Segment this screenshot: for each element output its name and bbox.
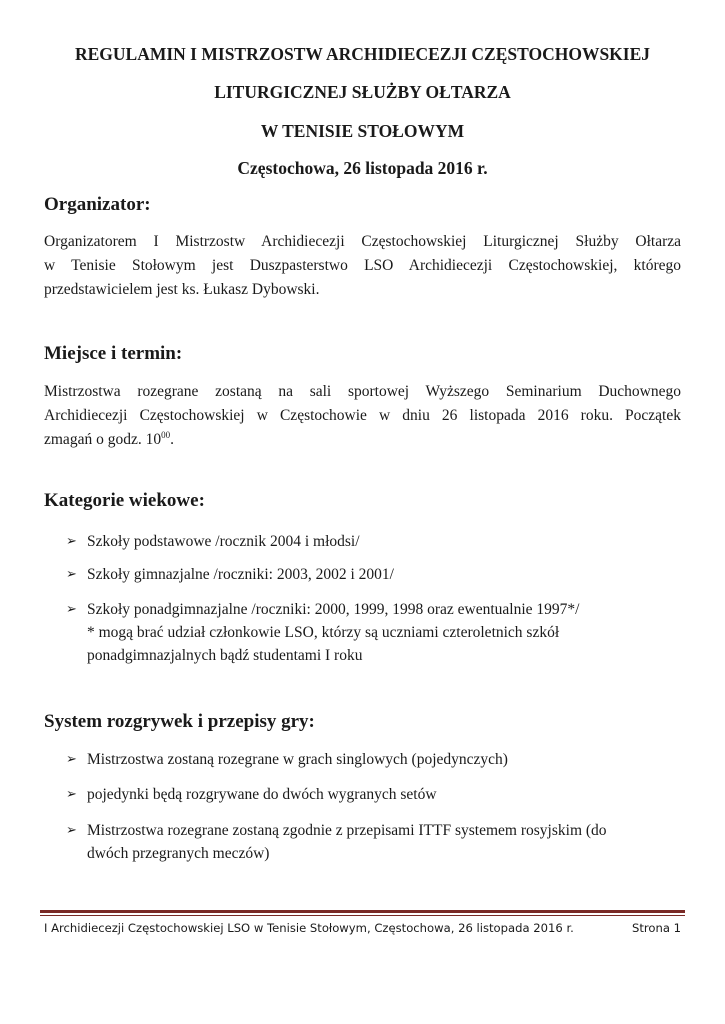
list-item-line: Szkoły gimnazjalne /roczniki: 2003, 2002 i 2001/ bbox=[87, 566, 394, 583]
organizer-line: Organizatorem I Mistrzostw Archidiecezji Częstochowskiej Liturgicznej Służby Ołtarza bbox=[44, 233, 681, 250]
list-item-note-line: ponadgimnazjalnych bądź studentami I roku bbox=[87, 647, 363, 664]
list-item-line: Mistrzostwa zostaną rozegrane w grach singlowych (pojedynczych) bbox=[87, 751, 508, 768]
list-item-line: pojedynki będą rozgrywane do dwóch wygranych setów bbox=[87, 786, 437, 803]
document-title-line-3: W TENISIE STOŁOWYM bbox=[260, 121, 465, 141]
footer-rule-thin bbox=[40, 915, 685, 916]
organizer-paragraph bbox=[44, 230, 681, 302]
section-heading-rules: System rozgrywek i przepisy gry: bbox=[44, 711, 315, 732]
arrow-bullet-icon: ➢ bbox=[66, 823, 77, 838]
footer-rule bbox=[40, 910, 685, 913]
organizer-line: w Tenisie Stołowym jest Duszpasterstwo LSO Archidiecezji Częstochowskiej, którego bbox=[44, 257, 681, 274]
list-item-line: Mistrzostwa rozegrane zostaną zgodnie z przepisami ITTF systemem rosyjskim (do bbox=[87, 822, 607, 839]
venue-time-text: zmagań o godz. 10 bbox=[44, 431, 162, 448]
arrow-bullet-icon: ➢ bbox=[66, 567, 77, 582]
arrow-bullet-icon: ➢ bbox=[66, 534, 77, 549]
arrow-bullet-icon: ➢ bbox=[66, 787, 77, 802]
document-title-line-1: REGULAMIN I MISTRZOSTW ARCHIDIECEZJI CZĘSTOCHOWSKIEJ bbox=[74, 44, 651, 64]
section-heading-categories: Kategorie wiekowe: bbox=[44, 490, 205, 511]
list-item-text bbox=[87, 598, 579, 667]
venue-paragraph bbox=[44, 380, 681, 452]
venue-line: Mistrzostwa rozegrane zostaną na sali sportowej Wyższego Seminarium Duchownego bbox=[44, 383, 681, 400]
list-item-text bbox=[87, 783, 437, 806]
organizer-line: przedstawicielem jest ks. Łukasz Dybowski. bbox=[44, 281, 320, 298]
section-heading-organizer: Organizator: bbox=[44, 194, 151, 215]
list-item-text bbox=[87, 563, 394, 586]
list-item-line: Szkoły podstawowe /rocznik 2004 i młodsi/ bbox=[87, 533, 360, 550]
footer-text: I Archidiecezji Częstochowskiej LSO w Tenisie Stołowym, Częstochowa, 26 listopada 2016 r. bbox=[44, 921, 574, 935]
list-item-note-line: * mogą brać udział członkowie LSO, którzy są uczniami czteroletnich szkół bbox=[87, 624, 560, 641]
arrow-bullet-icon: ➢ bbox=[66, 602, 77, 617]
venue-time-superscript: 00 bbox=[161, 429, 171, 440]
document-date: Częstochowa, 26 listopada 2016 r. bbox=[237, 158, 488, 178]
arrow-bullet-icon: ➢ bbox=[66, 752, 77, 767]
list-item-text bbox=[87, 530, 360, 553]
list-item-text bbox=[87, 748, 508, 771]
list-item-text bbox=[87, 819, 607, 865]
document-title-line-2: LITURGICZNEJ SŁUŻBY OŁTARZA bbox=[214, 82, 511, 102]
list-item-line: dwóch przegranych meczów) bbox=[87, 845, 270, 862]
section-heading-venue: Miejsce i termin: bbox=[44, 343, 183, 364]
page-number: Strona 1 bbox=[631, 921, 681, 935]
venue-time-suffix: . bbox=[170, 431, 174, 448]
venue-line: Archidiecezji Częstochowskiej w Częstochowie w dniu 26 listopada 2016 roku. Początek bbox=[44, 407, 681, 424]
list-item-line: Szkoły ponadgimnazjalne /roczniki: 2000, 1999, 1998 oraz ewentualnie 1997*/ bbox=[87, 601, 580, 618]
venue-line-time bbox=[44, 428, 681, 452]
